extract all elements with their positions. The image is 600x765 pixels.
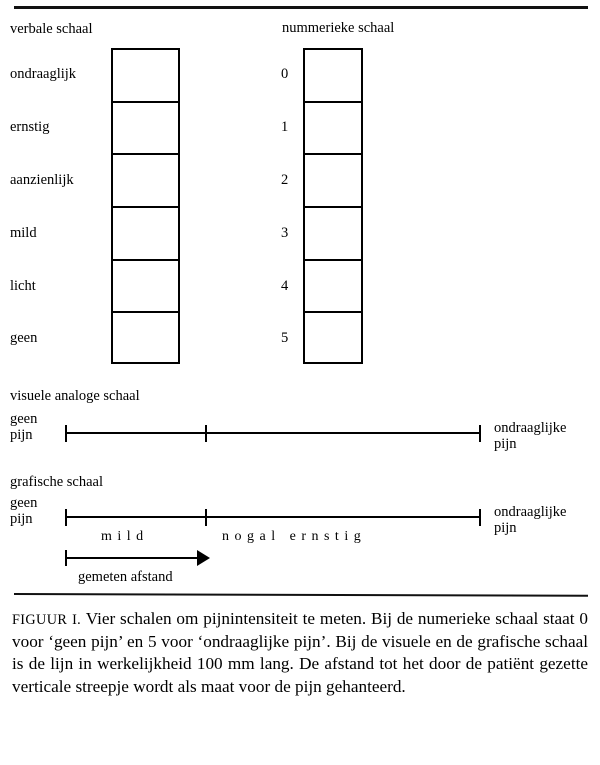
figure-caption <box>12 608 588 699</box>
verbal-scale-label: licht <box>10 278 36 294</box>
verbal-scale-box[interactable] <box>113 50 178 103</box>
numeric-scale-label: 5 <box>281 330 289 346</box>
vas-right-label-line2: pijn <box>494 435 517 452</box>
verbal-scale-box[interactable] <box>113 261 178 314</box>
verbal-scale-label: mild <box>10 225 37 241</box>
vas-left-label-line2: pijn <box>10 426 33 443</box>
vas-midpoint-tick <box>205 425 207 442</box>
top-rule <box>14 6 588 9</box>
verbal-scale-box[interactable] <box>113 103 178 156</box>
measured-distance-arrow-line <box>66 557 199 559</box>
vas-line[interactable] <box>66 432 480 434</box>
numeric-scale-label: 1 <box>281 119 289 135</box>
vas-right-tick <box>479 425 481 442</box>
numeric-scale-box[interactable] <box>305 103 361 156</box>
verbal-scale-heading: verbale schaal <box>10 21 93 37</box>
graphic-scale-descriptor-severe: nogal ernstig <box>222 529 367 544</box>
vas-right-label <box>494 421 566 452</box>
graphic-scale-right-label-line1: ondraaglijke <box>494 504 567 520</box>
caption-label: FIGUUR <box>12 612 68 628</box>
graphic-scale-left-label-line2: pijn <box>10 510 33 527</box>
graphic-scale-heading: grafische schaal <box>10 474 103 490</box>
graphic-scale-line[interactable] <box>66 516 480 518</box>
verbal-scale-label: ernstig <box>10 119 50 135</box>
verbal-scale-box[interactable] <box>113 208 178 261</box>
graphic-scale-midpoint-tick <box>205 509 207 526</box>
visual-analogue-scale-heading: visuele analoge schaal <box>10 388 140 404</box>
numeric-scale-label: 0 <box>281 66 289 82</box>
vas-left-tick <box>65 425 67 442</box>
numeric-scale-heading: nummerieke schaal <box>282 20 395 36</box>
verbal-scale-boxes <box>111 48 180 364</box>
graphic-scale-descriptor-mild: mild <box>101 529 149 544</box>
graphic-scale-left-label-line1: geen <box>10 495 38 511</box>
caption-number: I. <box>72 612 82 628</box>
verbal-scale-box[interactable] <box>113 313 178 366</box>
verbal-scale-label: geen <box>10 330 38 346</box>
verbal-scale-label: aanzienlijk <box>10 172 74 188</box>
numeric-scale-label: 4 <box>281 278 289 294</box>
graphic-scale-right-tick <box>479 509 481 526</box>
numeric-scale-label: 3 <box>281 225 289 241</box>
numeric-scale-box[interactable] <box>305 155 361 208</box>
numeric-scale-box[interactable] <box>305 208 361 261</box>
measured-distance-label: gemeten afstand <box>78 569 173 585</box>
graphic-scale-right-label-line2: pijn <box>494 519 517 536</box>
verbal-scale-box[interactable] <box>113 155 178 208</box>
vas-left-label-line1: geen <box>10 411 38 427</box>
bottom-rule <box>14 593 588 597</box>
measured-distance-arrowhead-icon <box>197 550 210 566</box>
numeric-scale-box[interactable] <box>305 313 361 366</box>
vas-left-label <box>10 412 37 443</box>
caption-text: Vier schalen om pijnintensiteit te meten. Bij de numerieke schaal staat 0 voor ‘geen pijn’ en 5 voor ‘ondraaglijke pijn’. Bij de visuele en de grafische schaal is de lijn in werkelijkheid 100 mm lang. De afstand tot het door de patiënt gezette verticale streepje wordt als maat voor de pijn gehanteerd. <box>12 609 588 697</box>
graphic-scale-left-label <box>10 496 37 527</box>
graphic-scale-left-tick <box>65 509 67 526</box>
numeric-scale-box[interactable] <box>305 261 361 314</box>
graphic-scale-right-label <box>494 505 566 536</box>
numeric-scale-boxes <box>303 48 363 364</box>
numeric-scale-box[interactable] <box>305 50 361 103</box>
vas-right-label-line1: ondraaglijke <box>494 420 567 436</box>
numeric-scale-label: 2 <box>281 172 289 188</box>
verbal-scale-label: ondraaglijk <box>10 66 77 82</box>
